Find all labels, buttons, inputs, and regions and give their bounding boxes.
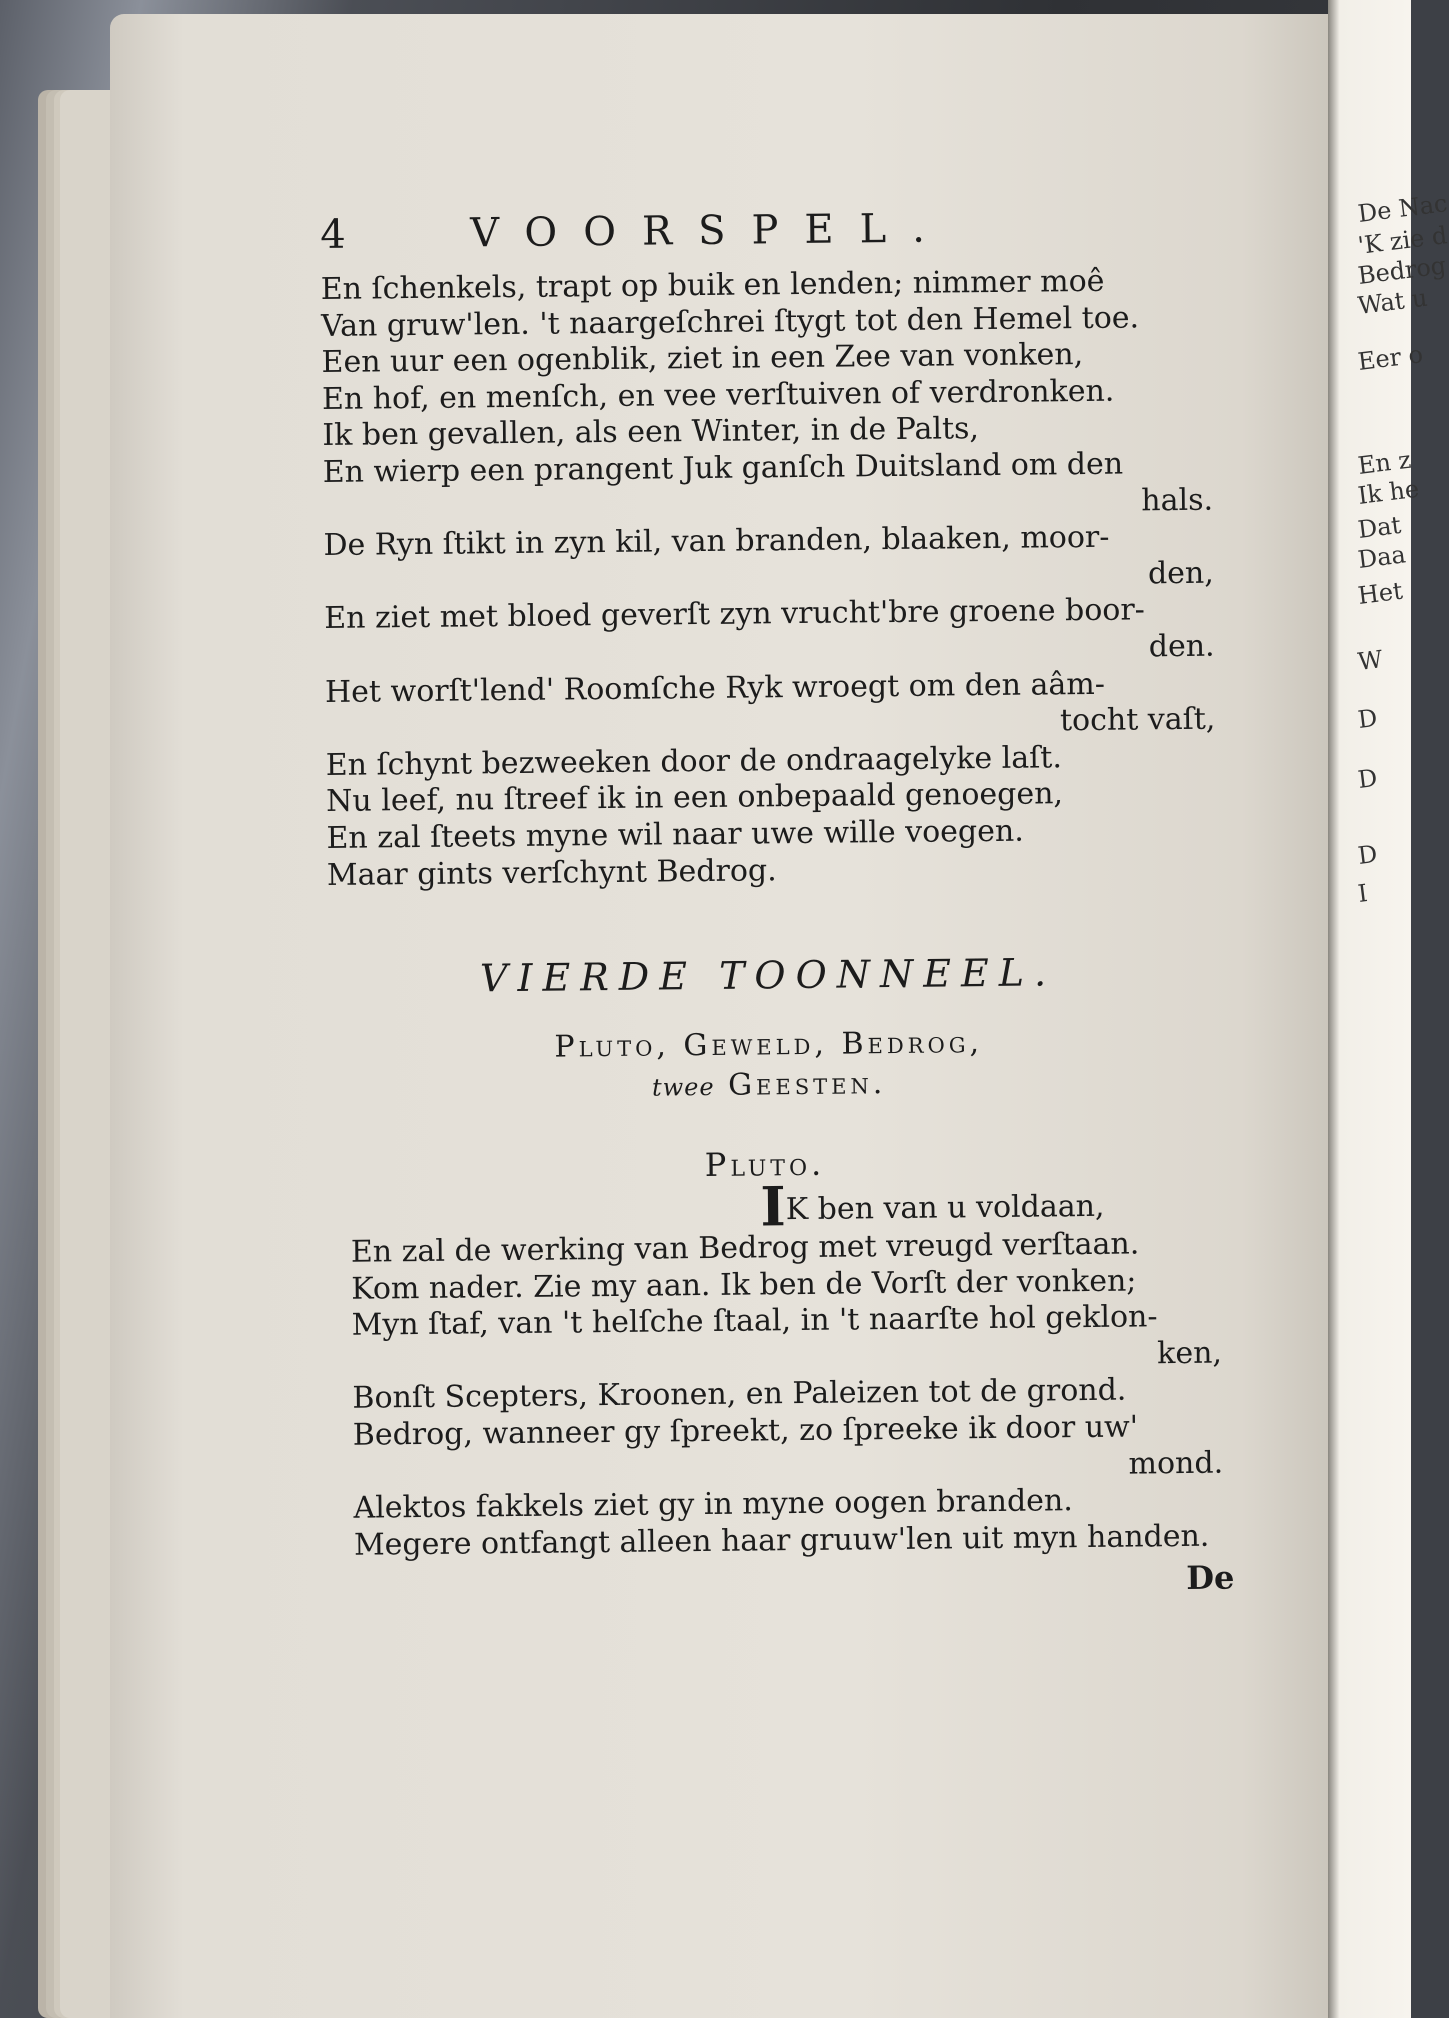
verse-block-top	[321, 263, 1227, 894]
verse-line: En zal ſteets myne wil naar uwe wille voegen.	[326, 813, 1024, 856]
verse-line: Van gruw'len. 't naargeſchrei ſtygt tot den Hemel toe.	[321, 300, 1140, 344]
facing-page-fragment: D	[1356, 703, 1379, 734]
facing-page-edge	[1328, 0, 1449, 2018]
verse-line: ken,	[1157, 1335, 1223, 1372]
verse-line: den,	[1147, 555, 1215, 592]
verse-line: Ik ben gevallen, als een Winter, in de Palts,	[322, 411, 980, 454]
verse-line: Alektos fakkels ziet gy in myne oogen branden.	[353, 1483, 1074, 1526]
facing-page-fragment: W	[1356, 645, 1385, 676]
facing-page-fragment: D	[1356, 763, 1379, 794]
verse-line: hals.	[1141, 482, 1214, 518]
cast-line-1: Pluto, Geweld, Bedrog,	[554, 1025, 984, 1065]
facing-page-fragment: Daa	[1356, 540, 1408, 574]
facing-page-fragment: 'K zie d	[1356, 221, 1449, 260]
verse-line: mond.	[1128, 1445, 1224, 1482]
facing-page-fragment: Ik he	[1356, 474, 1421, 510]
catchword: De	[1186, 1558, 1235, 1598]
cast-list	[309, 1021, 1230, 1112]
verse-line: En ſchynt bezweeken door de ondraagelyke laſt.	[325, 739, 1063, 783]
verse-line: Bonſt Scepters, Kroonen, en Paleizen tot de grond.	[352, 1373, 1127, 1417]
first-line-text: K ben van u voldaan,	[785, 1188, 1105, 1228]
running-title: VOORSPEL.	[469, 205, 952, 257]
facing-page-fragment: Het	[1356, 576, 1405, 610]
verse-line: Een uur een ogenblik, ziet in een Zee van vonken,	[321, 337, 1084, 381]
facing-page-fragment: Dat	[1356, 510, 1403, 544]
facing-page-fragment: Bedrog	[1356, 251, 1448, 290]
verse-line: Kom nader. Zie my aan. Ik ben de Vorſt der vonken;	[351, 1263, 1137, 1307]
page-number: 4	[320, 211, 346, 258]
verse-line: Maar gints verſchynt Bedrog.	[326, 852, 777, 893]
speaker-name: Pluto.	[704, 1144, 826, 1185]
verse-line: Megere ontfangt alleen haar gruuw'len uit myn handen.	[353, 1518, 1210, 1563]
verse-line: tocht vaſt,	[1059, 701, 1216, 739]
facing-page-fragment: D	[1356, 839, 1379, 870]
facing-page-fragment: De Nac	[1356, 189, 1449, 228]
drop-cap: I	[760, 1174, 787, 1239]
cast-line-2-rest: Geesten.	[727, 1066, 887, 1103]
verse-line: En wierp een prangent Juk ganſch Duitsland om den	[322, 446, 1124, 490]
facing-page-fragment: En z	[1356, 445, 1413, 480]
running-head	[320, 203, 1221, 272]
verse-line: De Ryn ſtikt in zyn kil, van branden, blaaken, moor-	[323, 519, 1110, 564]
speech-lines	[331, 1226, 1234, 1565]
scene-heading: VIERDE TOONNEEL.	[479, 950, 1057, 1001]
verse-line: En ſchenkels, trapt op buik en lenden; nimmer moê	[320, 263, 1105, 307]
verse-line: Het worſt'lend' Roomſche Ryk wroegt om den aâm-	[324, 666, 1106, 710]
verse-line: Myn ſtaf, van 't helſche ſtaal, in 't naarſte hol geklon-	[351, 1299, 1158, 1344]
verse-line: Bedrog, wanneer gy ſpreekt, zo ſpreeke ik door uw'	[352, 1409, 1139, 1453]
verse-line: En ziet met bloed geverſt zyn vrucht'bre groene boor-	[324, 592, 1146, 637]
verse-line: den.	[1148, 628, 1215, 665]
facing-page-fragment: I	[1356, 878, 1370, 908]
page-text-block	[320, 203, 1235, 1607]
facing-page-fragment: Eer o	[1356, 340, 1425, 376]
cast-line-2-italic: twee	[651, 1073, 715, 1102]
verse-line: En hof, en menſch, en vee verſtuiven of verdronken.	[321, 373, 1115, 417]
verse-line: En zal de werking van Bedrog met vreugd verſtaan.	[350, 1226, 1140, 1270]
facing-page-fragment: Wat u	[1356, 283, 1429, 320]
verse-line: Nu leef, nu ſtreef ik in een onbepaald genoegen,	[325, 776, 1064, 820]
